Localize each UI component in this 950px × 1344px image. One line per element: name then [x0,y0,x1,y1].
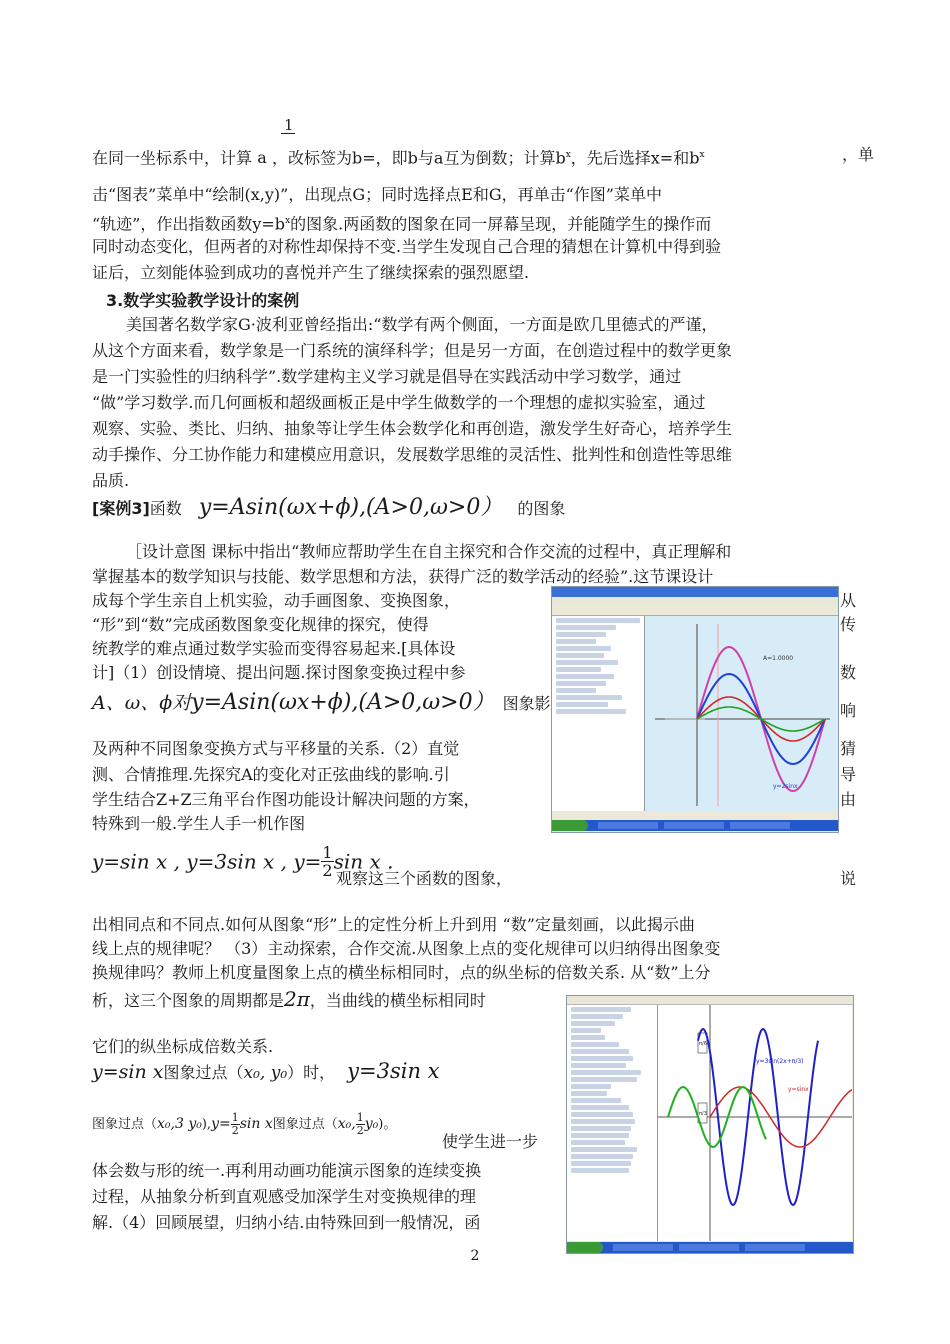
text: 析，这三个图象的周期都是 [92,991,285,1010]
para3-line: 使学生进一步 [442,1132,539,1151]
taskbar [552,820,838,831]
frac-half [231,1112,240,1137]
text: )。 [378,1117,397,1132]
para3-line: 它们的纵坐标成倍数关系. [92,1037,274,1056]
formula: y=sin x , y=3sin x , y= [92,849,322,874]
para3-line: 过程，从抽象分析到直观感受加深学生对变换规律的理 [92,1187,477,1206]
para3-line: 线上点的规律呢？ （3）主动探索，合作交流.从图象上点的变化规律可以归纳得出图象变 [92,939,721,958]
sup-x: x [565,150,571,160]
taskbar-item [730,822,790,829]
curve-label: y=3sin(2x+π/3) [756,1058,804,1065]
para3-line: 计]（1）创设情境、提出问题.探讨图象变换过程中参 [92,663,466,682]
tick-label: π/3 [699,1111,707,1117]
para3-line: 及两种不同图象变换方式与平移量的关系.（2）直觉 [92,739,460,758]
den: 2 [356,1124,364,1137]
para3-line: 掌握基本的数学知识与技能、数学思想和方法，获得广泛的数学活动的经验”.这节课设计 [92,567,714,586]
point: x₀, y₀ [243,1063,288,1083]
den: 2 [322,861,333,880]
taskbar-item [598,822,658,829]
software-screenshot-2 [566,995,854,1254]
para2-line: 动手操作、分工协作能力和建模应用意识，发展数学思维的灵活性、批判性和创造性等思维 [92,445,733,464]
para3-line: 成每个学生亲自上机实验，动手画图象、变换图象， [92,591,461,610]
window-title-bar [552,587,838,597]
frac-half [356,1112,365,1137]
frac-half [321,844,333,879]
para2-line: 观察、实验、类比、归纳、抽象等让学生体会数学化和再创造，激发学生好奇心，培养学生 [92,419,733,438]
den: 2 [231,1124,239,1137]
case-post: 的图象 [517,499,566,518]
para3-line-right: 传 [840,615,857,634]
text: ，当曲线的横坐标相同时 [309,991,486,1010]
para1-line1 [92,144,875,169]
para3-line: 特殊到一般.学生人手一机作图 [92,814,306,833]
text: 的图象.两函数的图象在同一屏幕呈现，并能随学生的操作而 [290,214,712,234]
text: ), [201,1117,212,1132]
para1-line4: 同时动态变化，但两者的对称性却保持不变.当学生发现自己合理的猜想在计算机中得到验 [92,237,722,256]
curve-label: y=sinx [788,1086,809,1093]
para2-line: 美国著名数学家G·波利亚曾经指出:“数学有两个侧面，一方面是欧几里德式的严谨， [126,315,718,334]
formula: y= [211,1116,231,1132]
para3-line-right: 由 [840,790,857,809]
para2-line: “做”学习数学.而几何画板和超级画板正是中学生做数学的一个理想的虚拟实验室，通过 [92,393,706,412]
taskbar-item [664,822,724,829]
two-pi: 2π [284,987,310,1011]
para3-line-math [92,1060,440,1084]
point: x₀, [337,1116,356,1132]
formula: sin x . [333,849,394,874]
params-text: A、ω、ϕ对 [92,692,192,714]
para3-line-right: 说 [840,869,857,888]
frac-num: 1 [284,116,294,134]
para3-line: ［设计意图 课标中指出“教师应帮助学生在自主探究和合作交流的过程中，真正理解和 [126,542,732,561]
para3-line-small-math [92,1112,396,1142]
para3-line: 体会数与形的统一.再利用动画功能演示图象的连续变换 [92,1161,482,1180]
para3-line: 观察这三个函数的图象， [336,869,513,888]
case3-heading [92,497,565,520]
page-number: 2 [470,1248,480,1264]
formula: sin x [239,1116,273,1132]
para3-line [92,988,486,1012]
text: ，改标签为b=，即b与a互为倒数；计算b [272,148,566,168]
sup-x: x [699,150,705,160]
text: 图象过点（ [163,1063,244,1082]
software-screenshot-1 [551,586,839,833]
para3-line: 解.（4）回顾展望，归纳小结.由特殊回到一般情况，函 [92,1213,481,1232]
para3-line: 出相同点和不同点.如何从图象“形”上的定性分析上升到用 “数”定量刻画，以此揭示曲 [92,915,695,934]
num: 1 [322,843,333,862]
text: 图象影 [502,694,551,713]
param-readout: A=1.0000 [763,655,794,662]
para3-line-formula [92,692,551,715]
sup-x: x [285,216,291,226]
tick-label: π/6 [699,1041,707,1047]
text: 在同一坐标系中，计算 [92,148,253,168]
para3-line-right: 数 [840,663,857,682]
sine-graph-canvas-2 [658,1005,852,1241]
para1-line2: 击“图表”菜单中“绘制(x,y)”，出现点G；同时选择点E和G，再单击“作图”菜单中 [92,185,662,204]
formula: y=sin x [92,1061,164,1083]
frac-den: a [257,148,267,168]
formula: y=3sin x [347,1059,440,1083]
point: x₀,3 y₀ [157,1116,202,1132]
menu-bar [567,996,853,1005]
object-tree-panel [567,1005,658,1241]
case-label: [案例3] [92,499,150,518]
para1-line3 [92,210,711,235]
section-heading: 3.数学实验教学设计的案例 [106,291,300,310]
toolbar [552,605,838,616]
text: 图象过点（ [272,1117,338,1132]
point: y₀ [364,1116,379,1132]
para3-line: 换规律吗？教师上机度量图象上点的横坐标相同时，点的纵坐标的倍数关系. 从“数”上分 [92,963,711,982]
case-formula: y=Asin(ωx+ϕ),(A>0,ω>0） [198,495,503,520]
para2-line: 从这个方面来看，数学象是一门系统的演绎科学；但是另一方面，在创造过程中的数学更象 [92,341,733,360]
para3-line-right: 猜 [840,739,857,758]
sine-graph-canvas [645,616,837,811]
text: ，单 [842,145,875,164]
text: ）时， [287,1063,336,1082]
num: 1 [356,1111,364,1124]
case-pre: 函数 [149,499,182,518]
para2-line: 是一门实验性的归纳科学”.数学建构主义学习就是倡导在实践活动中学习数学，通过 [92,367,682,386]
num: 1 [231,1111,239,1124]
start-button [552,820,588,831]
formula: y=Asin(ωx+ϕ),(A>0,ω>0） [191,690,495,715]
para3-line-right: 从 [840,591,857,610]
para3-line: 学生结合Z+Z三角平台作图功能设计解决问题的方案， [92,790,480,809]
para1-line5: 证后，立刻能体验到成功的喜悦并产生了继续探索的强烈愿望. [92,263,530,282]
text: “轨迹”，作出指数函数y=b [92,214,286,234]
para3-line: “形”到“数”完成函数图象变化规律的探究，使得 [92,615,429,634]
para3-line: 统教学的难点通过数学实验而变得容易起来.[具体设 [92,639,456,658]
object-tree-panel [552,616,645,811]
para3-line: 测、合情推理.先探究A的变化对正弦曲线的影响.引 [92,765,450,784]
text: ，先后选择x=和b [570,148,700,168]
curve-label: y=2sinx [773,783,798,790]
para2-line: 品质. [92,471,130,490]
frac-bar [281,133,295,134]
para3-line-right: 导 [840,765,857,784]
para3-line-right: 响 [840,701,857,720]
text: 图象过点（ [92,1117,158,1132]
